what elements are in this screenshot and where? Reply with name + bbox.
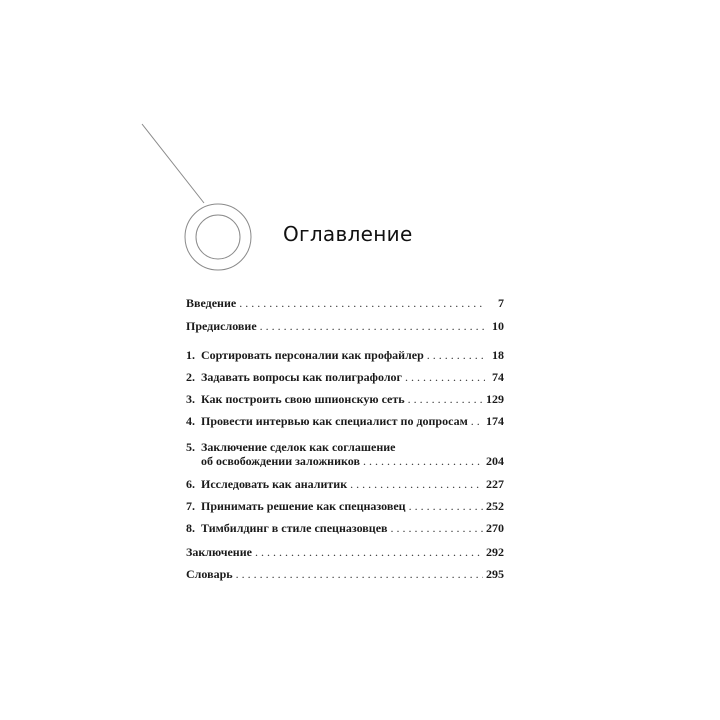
toc-entry-chapter-8[interactable] <box>186 521 504 543</box>
toc-entry-number: 6. <box>186 477 195 491</box>
toc-leader-dots <box>363 454 483 469</box>
toc-entry-label: Принимать решение как спецназовец <box>201 499 406 513</box>
toc-entry-chapter-5[interactable] <box>186 436 504 477</box>
decor-inner-ring <box>196 215 240 259</box>
toc-entry-number: 8. <box>186 521 195 535</box>
table-of-contents <box>186 296 504 589</box>
page-title: Оглавление <box>283 222 413 246</box>
toc-entry-page: 74 <box>492 370 504 384</box>
toc-entry-page: 18 <box>492 348 504 362</box>
toc-entry-number: 4. <box>186 414 195 428</box>
toc-entry-label: Сортировать персоналии как профайлер <box>201 348 424 362</box>
toc-leader-dots <box>260 319 485 334</box>
toc-entry-number: 1. <box>186 348 195 362</box>
toc-leader-dots <box>239 296 485 311</box>
toc-entry-label: Введение <box>186 296 237 310</box>
toc-entry-page: 129 <box>486 392 504 406</box>
toc-entry-label-line1: Заключение сделок как соглашение <box>201 440 396 454</box>
toc-entry-number: 5. <box>186 440 195 454</box>
toc-entry-label: Как построить свою шпионскую сеть <box>201 392 405 406</box>
decor-outer-ring <box>185 204 251 270</box>
toc-entry-chapter-7[interactable] <box>186 499 504 521</box>
toc-entry-label: Тимбилдинг в стиле спецназовцев <box>201 521 388 535</box>
toc-entry-number: 2. <box>186 370 195 384</box>
toc-entry-page: 270 <box>486 521 504 535</box>
toc-entry-page: 292 <box>486 545 504 559</box>
toc-entry-label: Задавать вопросы как полиграфолог <box>201 370 402 384</box>
toc-entry-label: Словарь <box>186 567 233 581</box>
toc-entry-label: Предисловие <box>186 319 257 333</box>
toc-leader-dots <box>427 348 485 363</box>
toc-leader-dots <box>236 567 483 582</box>
toc-leader-dots <box>471 414 483 429</box>
toc-entry-chapter-4[interactable] <box>186 414 504 436</box>
toc-entry-label: Исследовать как аналитик <box>201 477 348 491</box>
toc-entry-page: 7 <box>498 296 504 310</box>
toc-entry-label: Заключение <box>186 545 252 559</box>
toc-leader-dots <box>409 499 483 514</box>
toc-leader-dots <box>391 521 483 536</box>
toc-entry-page: 252 <box>486 499 504 513</box>
toc-entry-glossary[interactable] <box>186 567 504 589</box>
toc-entry-conclusion[interactable] <box>186 543 504 567</box>
toc-entry-label: об освобождении заложников <box>201 454 360 468</box>
toc-entry-chapter-6[interactable] <box>186 477 504 499</box>
toc-leader-dots <box>255 545 483 560</box>
toc-entry-number: 3. <box>186 392 195 406</box>
toc-entry-page: 10 <box>492 319 504 333</box>
toc-entry-chapter-3[interactable] <box>186 392 504 414</box>
toc-leader-dots <box>405 370 485 385</box>
toc-entry-chapter-2[interactable] <box>186 370 504 392</box>
toc-entry-label: Провести интервью как специалист по допросам <box>201 414 468 428</box>
toc-leader-dots <box>350 477 483 492</box>
toc-entry-page: 204 <box>486 454 504 468</box>
toc-entry-preface[interactable] <box>186 317 504 348</box>
toc-leader-dots <box>408 392 483 407</box>
decor-line <box>142 124 204 203</box>
toc-entry-chapter-1[interactable] <box>186 348 504 370</box>
toc-entry-number: 7. <box>186 499 195 513</box>
toc-entry-page: 227 <box>486 477 504 491</box>
toc-entry-introduction[interactable] <box>186 296 504 317</box>
toc-entry-page: 295 <box>486 567 504 581</box>
toc-entry-page: 174 <box>486 414 504 428</box>
